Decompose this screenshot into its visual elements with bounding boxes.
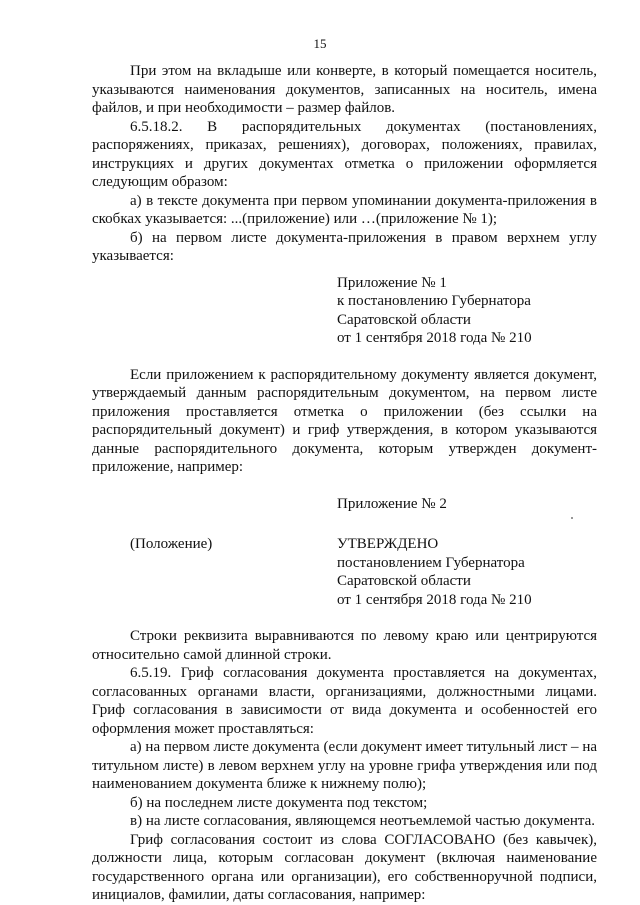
paragraph-media-labeling: При этом на вкладыше или конверте, в который помещается носитель, указываются наименования документов, записанных на носитель, имена файлов, и при необходимости – размер файлов.	[92, 63, 597, 116]
appendix-mark-line-1: Приложение № 1	[337, 274, 447, 291]
approval-stamp-title: УТВЕРЖДЕНО	[337, 536, 439, 552]
approval-stamp-line-2: постановлением Губернатора	[337, 554, 525, 571]
scan-speck	[571, 517, 573, 519]
appendix-2-text: Приложение № 2	[337, 495, 447, 512]
approval-stamp-header-row	[92, 535, 597, 554]
paragraph-item-b: б) на первом листе документа-приложения в правом верхнем углу указывается:	[92, 229, 597, 264]
paragraph-6-5-18-2: 6.5.18.2. В распорядительных документах (постановлениях, распоряжениях, приказах, решениях), договорах, положениях, правилах, инструкциях и других документах отметка о приложении оформляется следующим образом:	[92, 118, 597, 190]
approval-stamp-line-4: от 1 сентября 2018 года № 210	[337, 591, 532, 608]
paragraph-placement-a: а) на первом листе документа (если документ имеет титульный лист – на титульном листе) в левом верхнем углу на уровне грифа утверждения или под наименованием документа ближе к нижнему полю);	[92, 739, 597, 792]
approval-stamp-line-3: Саратовской области	[337, 573, 471, 589]
appendix-mark-line-2: к постановлению Губернатора	[337, 293, 531, 309]
paragraph-approved-appendix: Если приложением к распорядительному документу является документ, утверждаемый данным распорядительным документом, на первом листе приложения проставляется отметка о приложении (без ссылки на распорядительный документ) и гриф утверждения, в котором указываются данные распорядительного документа, которым утвержден документ-приложение, например:	[92, 366, 597, 475]
appendix-mark-example	[92, 274, 597, 348]
paragraph-item-a: а) в тексте документа при первом упоминании документа-приложения в скобках указывается: ...(приложение) или …(приложение № 1);	[92, 192, 597, 227]
paragraph-6-5-19: 6.5.19. Гриф согласования документа проставляется на документах, согласованных органами власти, организациями, должностными лицами. Гриф согласования в зависимости от вида документа и особенностей его оформления может проставляться:	[92, 665, 597, 737]
page-number: 15	[313, 36, 327, 51]
appendix-2-label	[92, 495, 597, 514]
document-body	[92, 62, 597, 905]
appendix-mark-line-4: от 1 сентября 2018 года № 210	[337, 330, 532, 346]
document-type-label: (Положение)	[130, 536, 213, 552]
paragraph-placement-b: б) на последнем листе документа под текстом;	[130, 794, 428, 811]
paragraph-approval-composition: Гриф согласования состоит из слова СОГЛАСОВАНО (без кавычек), должности лица, которым согласован документ (включая наименование государственного органа или организации), его собственноручной подписи, инициалов, фамилии, даты согласования, например:	[92, 831, 597, 903]
appendix-mark-line-3: Саратовской области	[337, 311, 471, 328]
paragraph-placement-c: в) на листе согласования, являющемся неотъемлемой частью документа.	[130, 813, 596, 829]
paragraph-alignment-note: Строки реквизита выравниваются по левому краю или центрируются относительно самой длинной строки.	[92, 628, 597, 663]
approval-stamp-body	[92, 554, 597, 610]
